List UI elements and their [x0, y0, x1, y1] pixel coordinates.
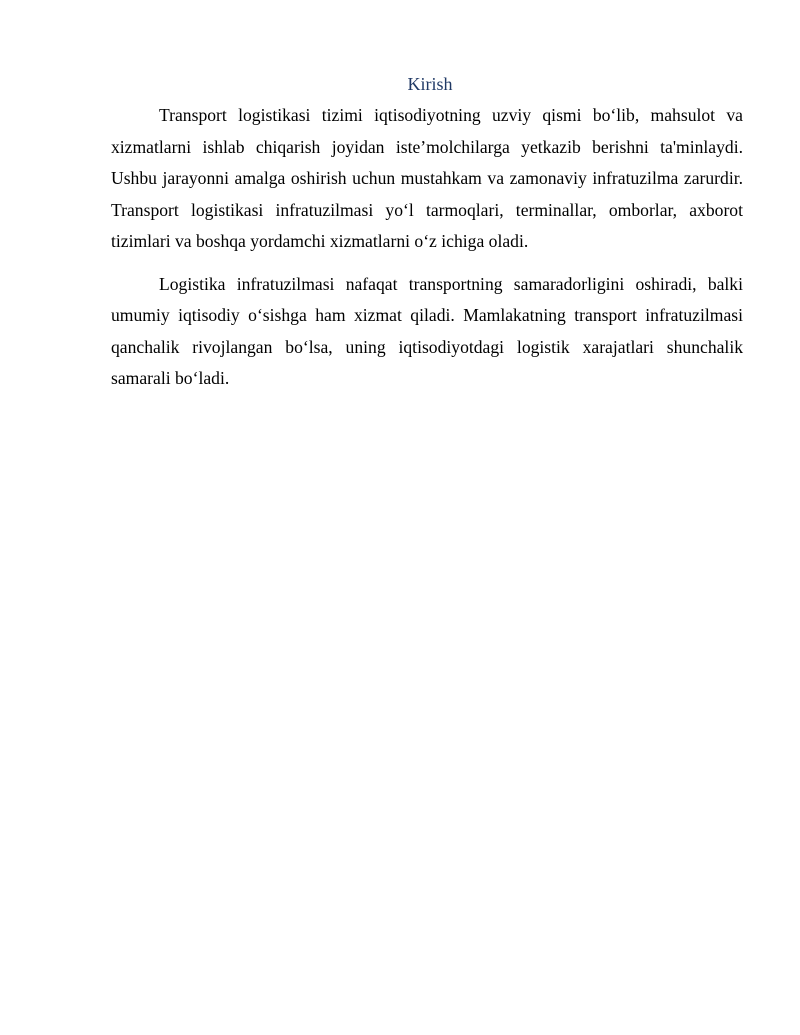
paragraph-1: Transport logistikasi tizimi iqtisodiyotning uzviy qismi bo‘lib, mahsulot va xizmatlarni ishlab chiqarish joyidan iste’molchilarga yetkazib berishni ta'minlaydi. Ushbu jarayonni amalga oshirish uchun mustahkam va zamonaviy infratuzilma zarurdir. Transport logistikasi infratuzilmasi yo‘l tarmoqlari, terminallar, omborlar, axborot tizimlari va boshqa yordamchi xizmatlarni o‘z ichiga oladi.: [111, 105, 743, 251]
paragraph-2: Logistika infratuzilmasi nafaqat transportning samaradorligini oshiradi, balki umumiy iqtisodiy o‘sishga ham xizmat qiladi. Mamlakatning transport infratuzilmasi qanchalik rivojlangan bo‘lsa, uning iqtisodiyotdagi logistik xarajatlari shunchalik samarali bo‘ladi.: [111, 273, 743, 388]
document-body: [111, 70, 743, 406]
page-title: Kirish: [407, 74, 453, 94]
